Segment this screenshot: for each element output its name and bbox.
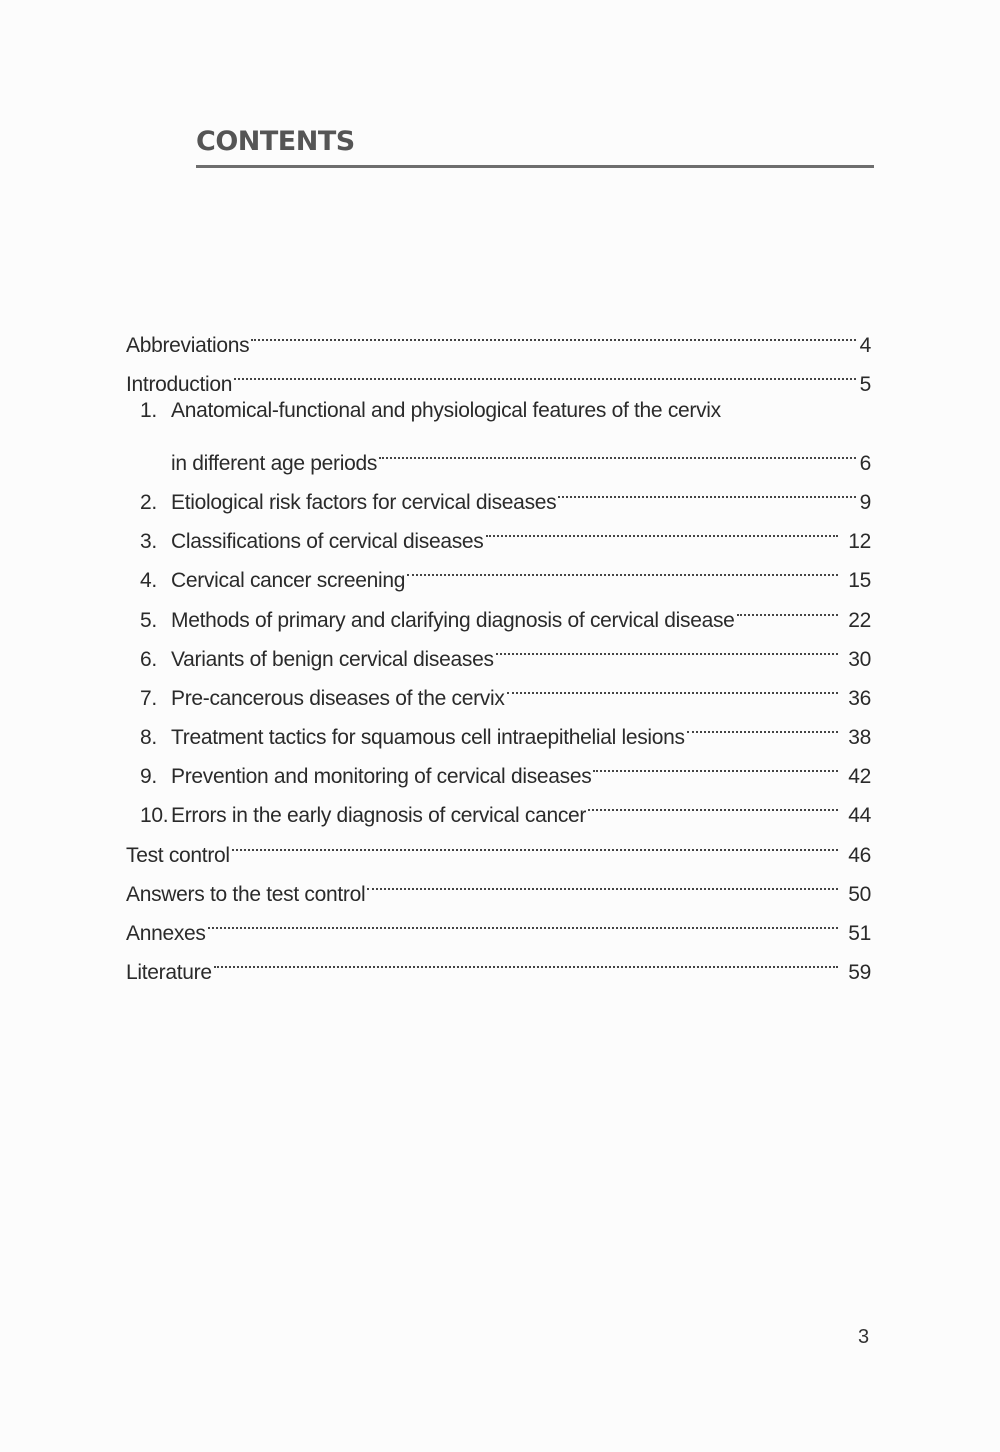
toc-entry-number: 9. (140, 765, 157, 789)
toc-entry-title: Abbreviations (126, 334, 250, 358)
dot-leader (407, 548, 838, 587)
toc-entry-page: 12 (848, 530, 871, 554)
dot-leader (214, 940, 838, 979)
toc-entry-title: Variants of benign cervical diseases (171, 647, 494, 671)
toc-entry-page: 59 (848, 961, 871, 985)
dot-leader (558, 470, 856, 509)
toc-entry-title: Annexes (126, 922, 206, 945)
toc-entry-title: Answers to the test control (126, 882, 366, 906)
toc-entry-number: 6. (140, 647, 157, 671)
toc-entry-page: 4 (859, 334, 871, 358)
toc-entry-page: 5 (859, 373, 871, 397)
toc-entry-page: 6 (859, 451, 871, 475)
toc-entry-page: 15 (848, 569, 871, 593)
toc-entry-title-continuation: in different age periods (171, 451, 378, 475)
toc-entry-page: 22 (848, 608, 871, 632)
toc-entry-title: Literature (126, 961, 212, 985)
toc-entry-number: 2. (140, 490, 157, 514)
toc-entry-answers[interactable] (126, 862, 871, 906)
toc-entry-page: 9 (859, 490, 871, 514)
toc-entry-title: Cervical cancer screening (171, 569, 406, 593)
toc-entry-title: Pre-cancerous diseases of the cervix (171, 686, 505, 710)
dot-leader (737, 587, 838, 626)
dot-leader (232, 822, 838, 861)
toc-entry-title: Etiological risk factors for cervical diseases (171, 490, 557, 514)
dot-leader (234, 352, 856, 391)
contents-header (196, 124, 874, 168)
page-title: CONTENTS (196, 126, 355, 157)
heading-divider (196, 165, 874, 168)
toc-entry-introduction[interactable] (126, 352, 871, 397)
toc-entry-test-control[interactable] (126, 822, 871, 867)
page-number: 3 (858, 1326, 870, 1348)
toc-entry-literature[interactable] (126, 940, 871, 985)
toc-entry-number: 7. (140, 686, 157, 710)
toc-entry-chapter-1-continuation[interactable] (126, 431, 871, 475)
toc-entry-number: 8. (140, 726, 157, 750)
toc-entry-number: 10. (140, 804, 169, 828)
dot-leader (208, 901, 838, 940)
toc-entry-page: 38 (848, 726, 871, 750)
toc-entry-page: 36 (848, 686, 871, 710)
toc-entry-title: Anatomical-functional and physiological features of the cervix (171, 399, 721, 423)
toc-entry-title: Classifications of cervical diseases (171, 530, 484, 554)
dot-leader (251, 313, 856, 352)
toc-entry-page: 46 (848, 843, 871, 867)
toc-entry-number: 5. (140, 608, 157, 632)
dot-leader (367, 862, 838, 901)
toc-entry-page: 50 (848, 882, 871, 906)
toc-entry-page: 51 (848, 922, 871, 945)
toc-entry-number: 1. (140, 399, 157, 423)
toc-entry-title: Prevention and monitoring of cervical diseases (171, 765, 592, 789)
dot-leader (486, 509, 839, 548)
dot-leader (593, 744, 838, 783)
toc-entry-page: 44 (848, 804, 871, 828)
dot-leader (496, 627, 838, 666)
toc-entry-title: Introduction (126, 373, 233, 397)
toc-entry-title: Test control (126, 843, 230, 867)
toc-entry-abbreviations[interactable] (126, 313, 871, 358)
dot-leader (507, 666, 838, 705)
dot-leader (588, 783, 838, 822)
toc-entry-title: Treatment tactics for squamous cell intraepithelial lesions (171, 726, 685, 750)
toc-entry-number: 3. (140, 530, 157, 554)
toc-entry-page: 30 (848, 647, 871, 671)
toc-entry-title: Methods of primary and clarifying diagnosis of cervical disease (171, 608, 735, 632)
toc-entry-chapter-1[interactable] (126, 391, 871, 430)
dot-leader (379, 431, 856, 470)
toc-entry-page: 42 (848, 765, 871, 789)
toc-entry-title: Errors in the early diagnosis of cervical cancer (171, 804, 587, 828)
toc-entry-annexes[interactable] (126, 901, 871, 945)
toc-entry-number: 4. (140, 569, 157, 593)
dot-leader (687, 705, 838, 744)
table-of-contents (126, 313, 871, 985)
